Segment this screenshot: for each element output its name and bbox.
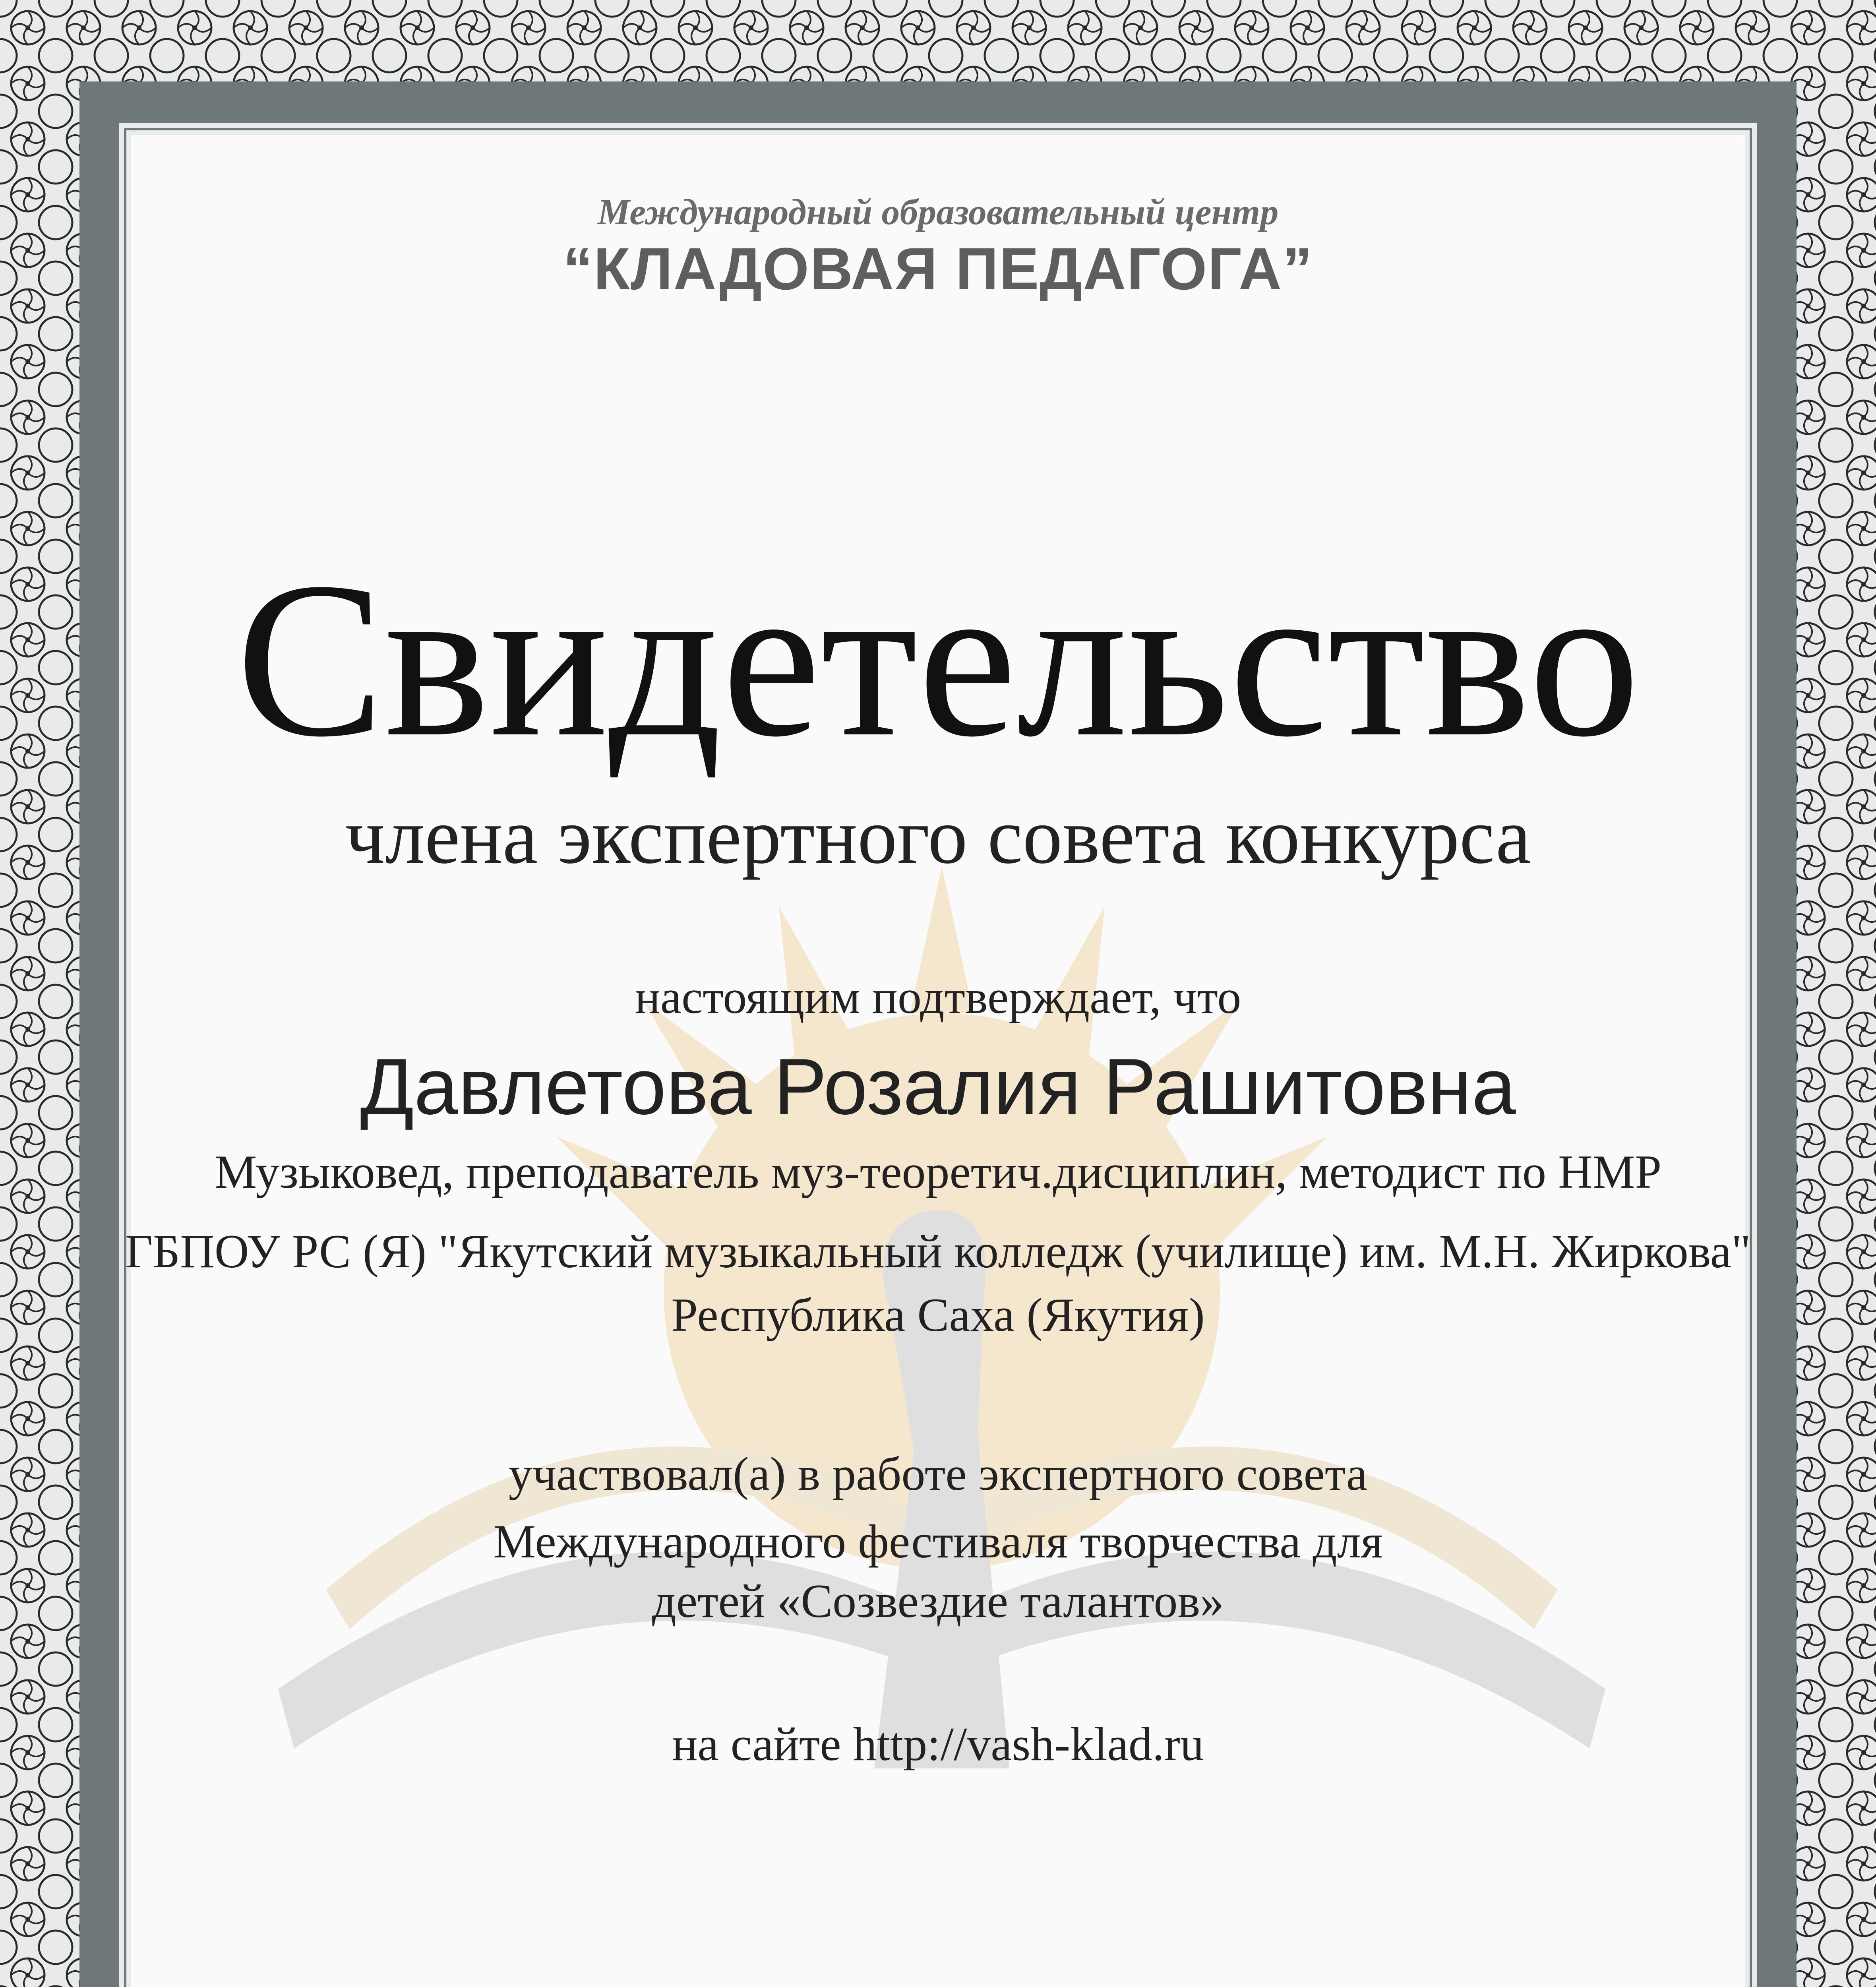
recipient-position: Музыковед, преподаватель муз-теоретич.дисциплин, методист по НМР <box>214 1145 1662 1198</box>
recipient-region: Республика Саха (Якутия) <box>671 1288 1205 1341</box>
body-line-2: Международного фестиваля творчества для <box>493 1515 1383 1568</box>
site-line: на сайте http://vash-klad.ru <box>672 1718 1204 1770</box>
org-caption: Международный образовательный центр <box>597 192 1279 232</box>
recipient-organization: ГБПОУ РС (Я) "Якутский музыкальный колледж (училище) им. М.Н. Жиркова" <box>125 1225 1751 1278</box>
body-line-3: детей «Созвездие талантов» <box>652 1574 1224 1627</box>
org-name: “КЛАДОВАЯ ПЕДАГОГА” <box>563 235 1313 302</box>
body-line-1: участвовал(а) в работе экспертного совета <box>508 1447 1368 1500</box>
recipient-name: Давлетова Розалия Рашитовна <box>360 1042 1516 1131</box>
intro-text: настоящим подтверждает, что <box>635 970 1241 1023</box>
certificate-subtitle: члена экспертного совета конкурса <box>345 792 1531 880</box>
certificate-title: Свидетельство <box>236 536 1640 783</box>
